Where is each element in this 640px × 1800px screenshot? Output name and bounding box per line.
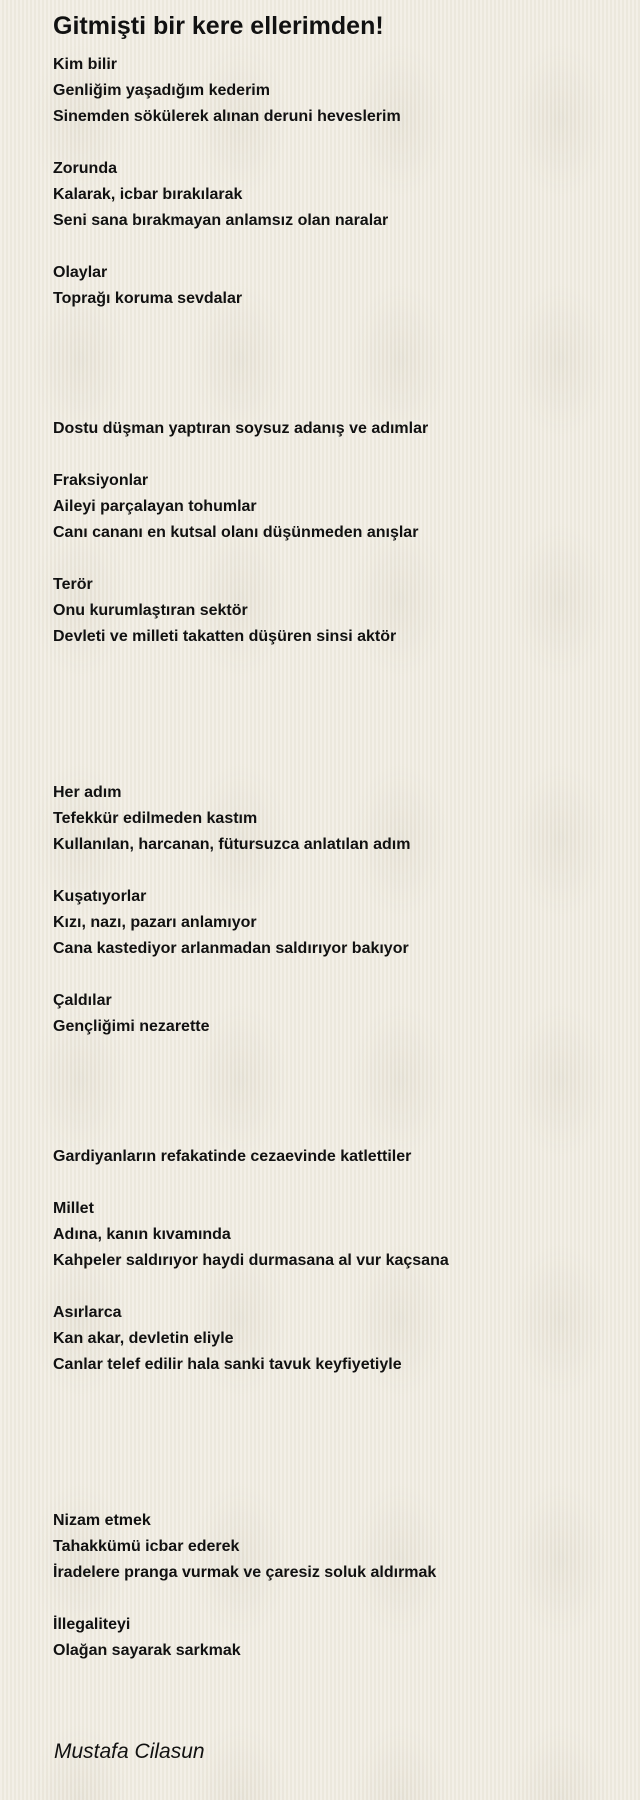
poem-line: Kahpeler saldırıyor haydi durmasana al vur kaçsana — [53, 1252, 449, 1269]
stanza-gap — [53, 676, 613, 702]
poem-line: Kullanılan, harcanan, fütursuzca anlatılan adım — [53, 836, 411, 853]
stanza-gap — [53, 130, 613, 156]
stanza-gap — [53, 364, 613, 390]
poem-line: Olaylar — [53, 264, 108, 281]
poem-line: Nizam etmek — [53, 1512, 151, 1529]
poem-line: Gardiyanların refakatinde cezaevinde katlettiler — [53, 1148, 412, 1165]
poem-line: Zorunda — [53, 160, 117, 177]
stanza-gap — [53, 1404, 613, 1430]
stanza-gap — [53, 1430, 613, 1456]
poem-line: Sinemden sökülerek alınan deruni heveslerim — [53, 108, 401, 125]
poem-line: Canlar telef edilir hala sanki tavuk keyfiyetiyle — [53, 1356, 402, 1373]
poem-line: Adına, kanın kıvamında — [53, 1226, 231, 1243]
poem-line: Canı cananı en kutsal olanı düşünmeden anışlar — [53, 524, 419, 541]
stanza-gap — [53, 390, 613, 416]
poem-line: İllegaliteyi — [53, 1616, 131, 1633]
poem-line: Kalarak, icbar bırakılarak — [53, 186, 243, 203]
poem-line: Çaldılar — [53, 992, 112, 1009]
stanza-gap — [53, 338, 613, 364]
poem-line: Aileyi parçalayan tohumlar — [53, 498, 257, 515]
stanza-gap — [53, 1456, 613, 1482]
stanza-gap — [53, 1586, 613, 1612]
stanza-gap — [53, 1118, 613, 1144]
stanza-gap — [53, 1092, 613, 1118]
poem-line: Tahakkümü icbar ederek — [53, 1538, 240, 1555]
stanza-gap — [53, 1066, 613, 1092]
poem-line: Kan akar, devletin eliyle — [53, 1330, 234, 1347]
stanza-gap — [53, 1170, 613, 1196]
stanza-gap — [53, 1274, 613, 1300]
stanza-gap — [53, 546, 613, 572]
poem-line: Toprağı koruma sevdalar — [53, 290, 243, 307]
poem-body — [53, 52, 613, 1664]
poem-line: Seni sana bırakmayan anlamsız olan naralar — [53, 212, 389, 229]
poem-line: Kuşatıyorlar — [53, 888, 147, 905]
stanza-gap — [53, 754, 613, 780]
poem-line: Olağan sayarak sarkmak — [53, 1642, 241, 1659]
stanza-gap — [53, 1040, 613, 1066]
poem-line: Fraksiyonlar — [53, 472, 149, 489]
poem-line: Onu kurumlaştıran sektör — [53, 602, 248, 619]
stanza-gap — [53, 1378, 613, 1404]
poem-line: Cana kastediyor arlanmadan saldırıyor bakıyor — [53, 940, 409, 957]
stanza-gap — [53, 1482, 613, 1508]
poem-line: Tefekkür edilmeden kastım — [53, 810, 258, 827]
poem-title: Gitmişti bir kere ellerimden! — [53, 12, 384, 40]
poem-line: İradelere pranga vurmak ve çaresiz soluk aldırmak — [53, 1564, 437, 1581]
stanza-gap — [53, 442, 613, 468]
poem-line: Gençliğimi nezarette — [53, 1018, 210, 1035]
poem-line: Millet — [53, 1200, 94, 1217]
poem-author: Mustafa Cilasun — [54, 1740, 205, 1763]
poem-line: Genliğim yaşadığım kederim — [53, 82, 270, 99]
stanza-gap — [53, 728, 613, 754]
stanza-gap — [53, 650, 613, 676]
stanza-gap — [53, 312, 613, 338]
poem-line: Her adım — [53, 784, 122, 801]
poem-line: Devleti ve milleti takatten düşüren sinsi aktör — [53, 628, 397, 645]
poem-line: Terör — [53, 576, 93, 593]
poem-line: Asırlarca — [53, 1304, 122, 1321]
stanza-gap — [53, 858, 613, 884]
stanza-gap — [53, 962, 613, 988]
poem-line: Kim bilir — [53, 56, 118, 73]
stanza-gap — [53, 234, 613, 260]
poem-line: Kızı, nazı, pazarı anlamıyor — [53, 914, 257, 931]
poem-line: Dostu düşman yaptıran soysuz adanış ve adımlar — [53, 420, 429, 437]
stanza-gap — [53, 702, 613, 728]
